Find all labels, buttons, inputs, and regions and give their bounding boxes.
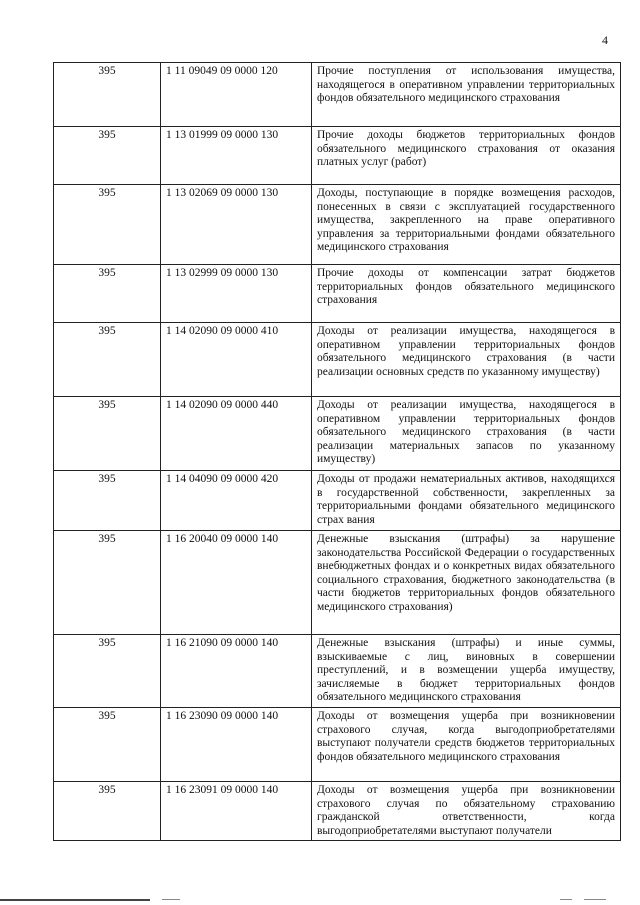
admin-code-cell: 395 xyxy=(54,397,161,471)
table-row xyxy=(54,127,621,185)
table-row xyxy=(54,323,621,397)
description-cell: Доходы от продажи нематериальных активов, находящихся в государственной собственности, закрепленных за территориальными фондами обязательного медицинского страх вания xyxy=(312,471,621,531)
description-cell: Денежные взыскания (штрафы) и иные суммы, взыскиваемые с лиц, виновных в совершении преступлений, и в возмещении ущерба имуществу, зачисляемые в бюджет территориальных фондов обязательного медицинского страхования xyxy=(312,635,621,708)
admin-code-cell: 395 xyxy=(54,781,161,840)
description-cell: Доходы, поступающие в порядке возмещения расходов, понесенных в связи с эксплуатацией государственного имущества, закрепленного на праве оперативного управления за территориальными фондами обязательного медицинского страхования xyxy=(312,185,621,265)
description-cell: Денежные взыскания (штрафы) за нарушение законодательства Российской Федерации о государственных внебюджетных фондах и о конкретных видах обязательного социального страхования, бюджетного законодательства (в части бюджетов территориальных фондов обязательного медицинского страхования) xyxy=(312,531,621,635)
table-row xyxy=(54,265,621,323)
admin-code-cell: 395 xyxy=(54,63,161,127)
budget-code-cell: 1 13 02999 09 0000 130 xyxy=(161,265,312,323)
scan-edge-dash xyxy=(162,899,180,900)
budget-code-cell: 1 16 21090 09 0000 140 xyxy=(161,635,312,708)
scan-edge-marks xyxy=(0,895,640,905)
scan-edge-line xyxy=(0,899,150,901)
description-cell: Доходы от реализации имущества, находящегося в оперативном управлении территориальных фондов обязательного медицинского страхования (в части реализации материальных запасов по указанному имуществу) xyxy=(312,397,621,471)
budget-code-cell: 1 14 02090 09 0000 440 xyxy=(161,397,312,471)
admin-code-cell: 395 xyxy=(54,323,161,397)
description-cell: Доходы от реализации имущества, находящегося в оперативном управлении территориальных фондов обязательного медицинского страхования (в части реализации основных средств по указанному имуществу) xyxy=(312,323,621,397)
table-row xyxy=(54,471,621,531)
admin-code-cell: 395 xyxy=(54,471,161,531)
admin-code-cell: 395 xyxy=(54,265,161,323)
budget-code-cell: 1 16 23090 09 0000 140 xyxy=(161,707,312,781)
admin-code-cell: 395 xyxy=(54,185,161,265)
page-number: 4 xyxy=(602,33,608,47)
scan-edge-dash xyxy=(560,899,572,900)
table-row xyxy=(54,635,621,708)
table-row xyxy=(54,531,621,635)
budget-code-cell: 1 16 20040 09 0000 140 xyxy=(161,531,312,635)
admin-code-cell: 395 xyxy=(54,635,161,708)
scan-edge-dash xyxy=(584,899,606,900)
table-row xyxy=(54,707,621,781)
description-cell: Прочие доходы от компенсации затрат бюджетов территориальных фондов обязательного медицинского страхования xyxy=(312,265,621,323)
description-cell: Доходы от возмещения ущерба при возникновении страхового случая, когда выгодоприобретателями выступают получатели средств бюджетов территориальных фондов обязательного медицинского страхования xyxy=(312,707,621,781)
table-row xyxy=(54,781,621,840)
description-cell: Доходы от возмещения ущерба при возникновении страхового случая по обязательному страхованию гражданской ответственности, когда выгодоприобретателями выступают получатели xyxy=(312,781,621,840)
description-cell: Прочие доходы бюджетов территориальных фондов обязательного медицинского страхования от оказания платных услуг (работ) xyxy=(312,127,621,185)
table-row xyxy=(54,63,621,127)
admin-code-cell: 395 xyxy=(54,531,161,635)
admin-code-cell: 395 xyxy=(54,707,161,781)
budget-code-cell: 1 14 02090 09 0000 410 xyxy=(161,323,312,397)
description-cell: Прочие поступления от использования имущества, находящегося в оперативном управлении территориальных фондов обязательного медицинского страхования xyxy=(312,63,621,127)
budget-code-cell: 1 11 09049 09 0000 120 xyxy=(161,63,312,127)
budget-code-cell: 1 13 02069 09 0000 130 xyxy=(161,185,312,265)
table-row xyxy=(54,185,621,265)
budget-code-cell: 1 16 23091 09 0000 140 xyxy=(161,781,312,840)
table-row xyxy=(54,397,621,471)
admin-code-cell: 395 xyxy=(54,127,161,185)
budget-code-cell: 1 13 01999 09 0000 130 xyxy=(161,127,312,185)
budget-code-cell: 1 14 04090 09 0000 420 xyxy=(161,471,312,531)
revenue-codes-table xyxy=(53,62,621,841)
